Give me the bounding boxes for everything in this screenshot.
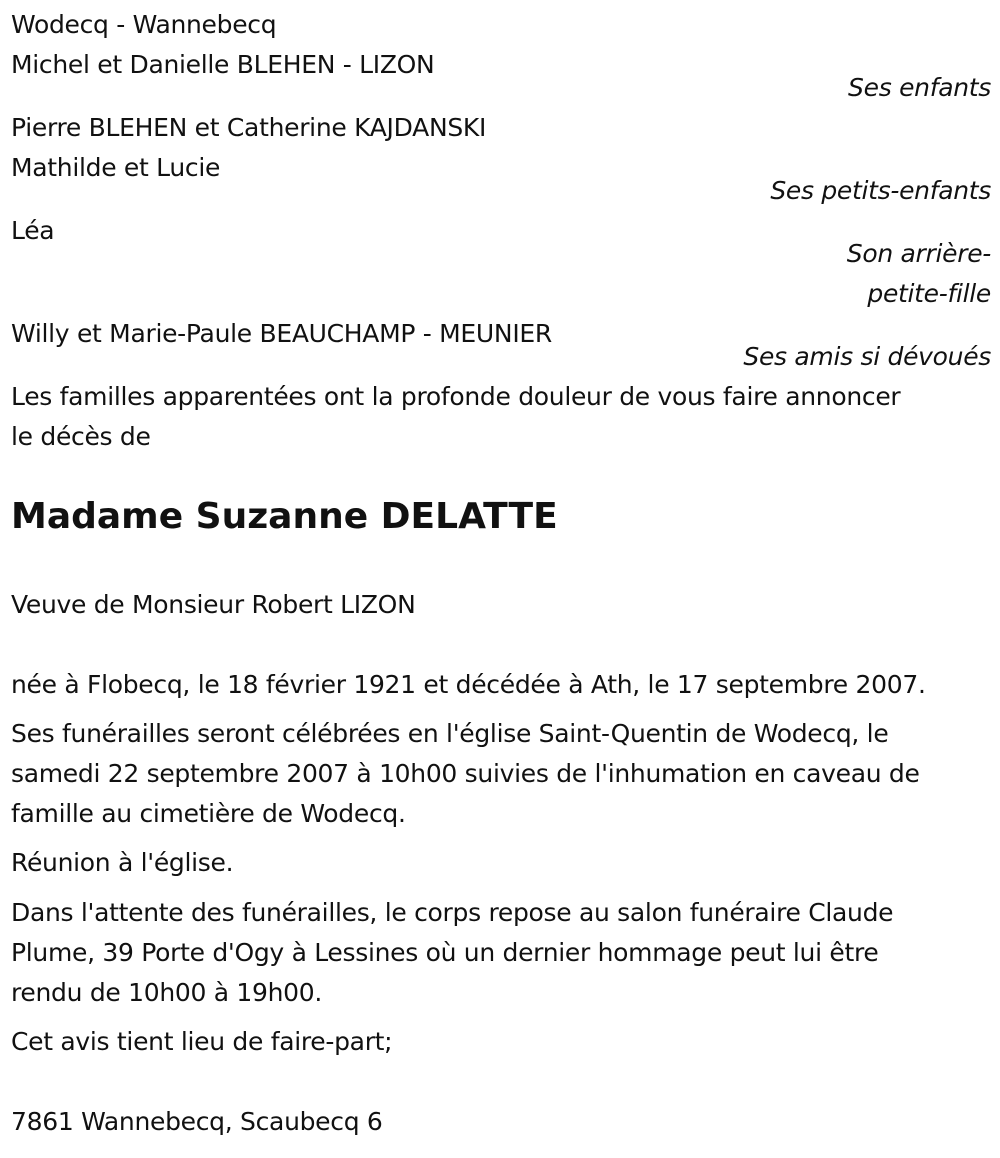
announcement-line-1: Les familles apparentées ont la profonde douleur de vous faire annoncer — [11, 382, 901, 411]
funeral-line-2: samedi 22 septembre 2007 à 10h00 suivies de l'inhumation en caveau de — [11, 759, 920, 788]
funeral-line-3: famille au cimetière de Wodecq. — [11, 799, 406, 828]
birth-death: née à Flobecq, le 18 février 1921 et décédée à Ath, le 17 septembre 2007. — [11, 670, 926, 699]
address-line: 7861 Wannebecq, Scaubecq 6 — [11, 1107, 383, 1136]
deceased-name: Madame Suzanne DELATTE — [11, 496, 558, 537]
location-line: Wodecq - Wannebecq — [11, 10, 277, 39]
friends-names: Willy et Marie-Paule BEAUCHAMP - MEUNIER — [11, 319, 552, 348]
grandchildren-names-1: Pierre BLEHEN et Catherine KAJDANSKI — [11, 113, 487, 142]
viewing-line-1: Dans l'attente des funérailles, le corps repose au salon funéraire Claude — [11, 898, 894, 927]
widow-of: Veuve de Monsieur Robert LIZON — [11, 590, 416, 619]
children-role: Ses enfants — [848, 73, 991, 102]
funeral-line-1: Ses funérailles seront célébrées en l'église Saint-Quentin de Wodecq, le — [11, 719, 889, 748]
greatgrandchild-name: Léa — [11, 216, 55, 245]
meeting-info: Réunion à l'église. — [11, 848, 234, 877]
children-names: Michel et Danielle BLEHEN - LIZON — [11, 50, 435, 79]
grandchildren-role: Ses petits-enfants — [770, 176, 991, 205]
viewing-line-3: rendu de 10h00 à 19h00. — [11, 978, 323, 1007]
announcement-line-2: le décès de — [11, 422, 151, 451]
greatgrandchild-role-2: petite-fille — [867, 279, 991, 308]
grandchildren-names-2: Mathilde et Lucie — [11, 153, 221, 182]
viewing-line-2: Plume, 39 Porte d'Ogy à Lessines où un dernier hommage peut lui être — [11, 938, 879, 967]
friends-role: Ses amis si dévoués — [743, 342, 991, 371]
greatgrandchild-role-1: Son arrière- — [846, 239, 991, 268]
notice-line: Cet avis tient lieu de faire-part; — [11, 1027, 393, 1056]
